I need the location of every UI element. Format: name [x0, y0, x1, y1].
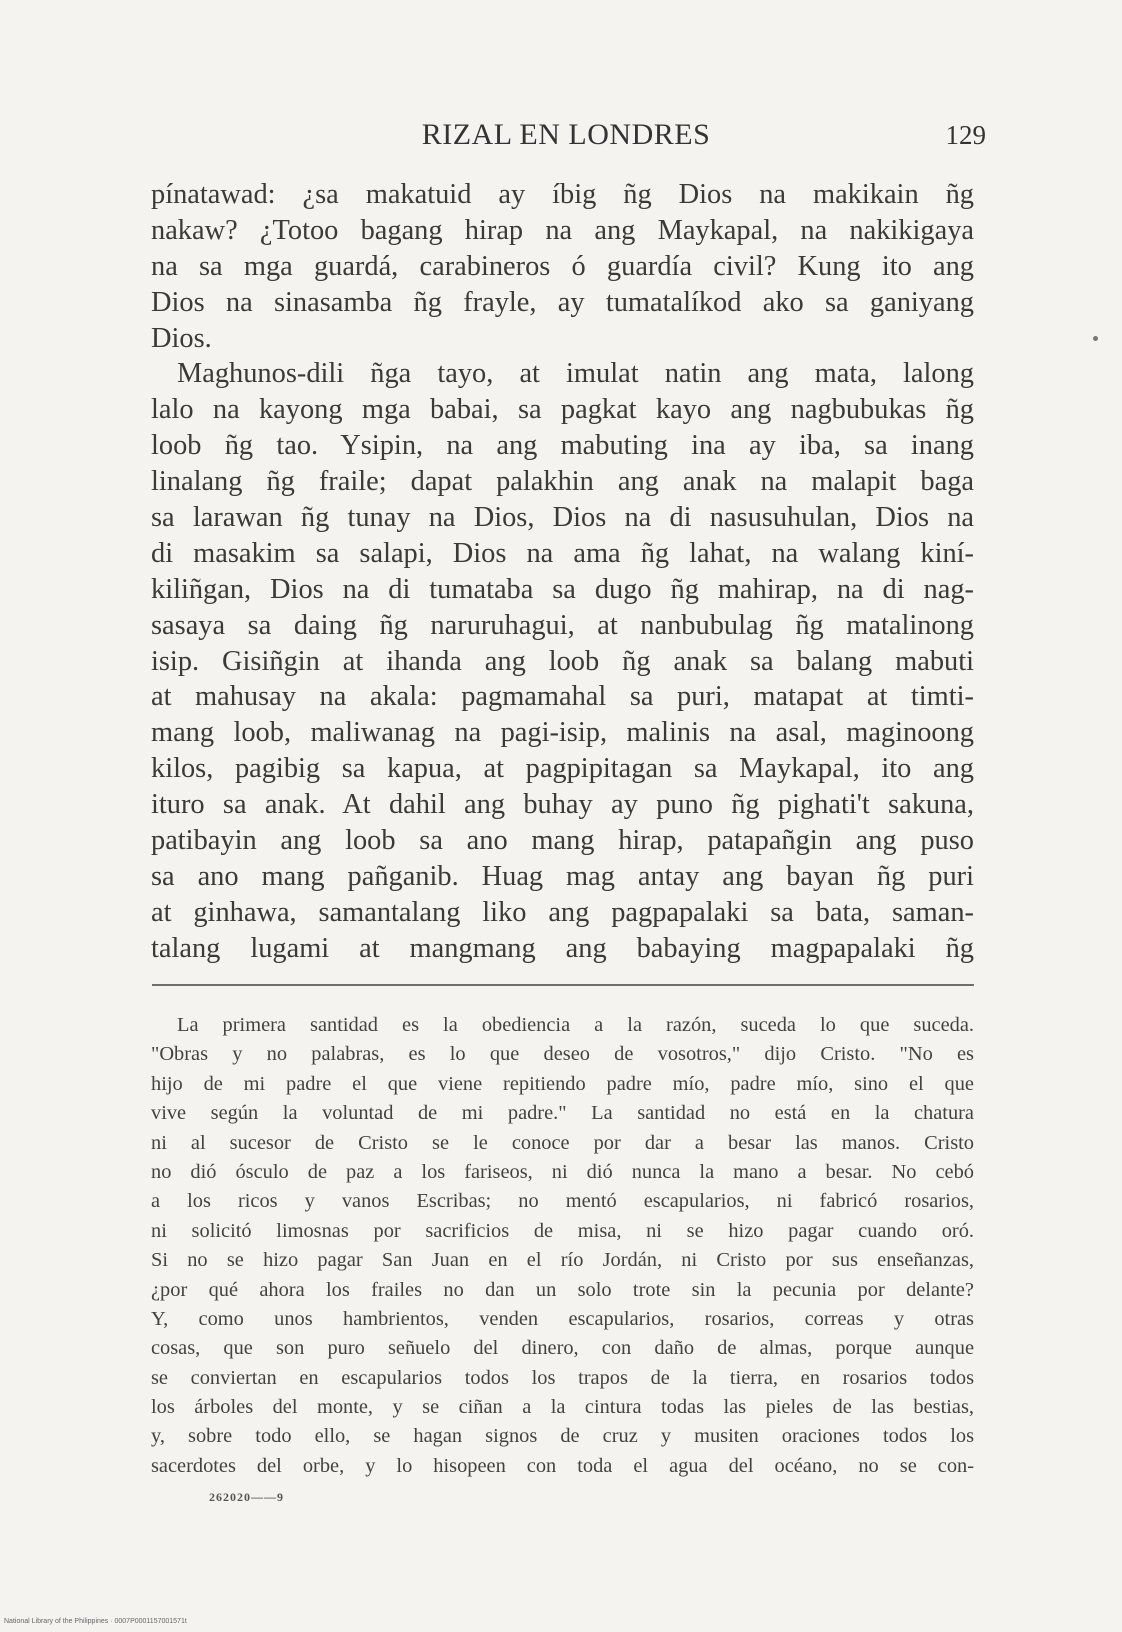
body-line: nakaw? ¿Totoo bagang hirap na ang Maykapal, na nakikigaya	[151, 214, 974, 246]
body-line: patibayin ang loob sa ano mang hirap, patapañgin ang puso	[151, 825, 974, 857]
footnote-line: y, sobre todo ello, se hagan signos de cruz y musiten oraciones todos los	[151, 1425, 974, 1448]
footnote-line: vive según la voluntad de mi padre." La santidad no está en la chatura	[151, 1102, 974, 1125]
body-line: Maghunos-dili ñga tayo, at imulat natin ang mata, lalong	[177, 358, 974, 390]
body-line: Dios.	[151, 322, 212, 354]
body-line: sasaya sa daing ñg naruruhagui, at nanbubulag ñg matalinong	[151, 609, 974, 641]
body-line: loob ñg tao. Ysipin, na ang mabuting ina ay iba, sa inang	[151, 430, 974, 462]
body-line: talang lugami at mangmang ang babaying magpapalaki ñg	[151, 932, 974, 964]
footnote-line: ni solicitó limosnas por sacrificios de misa, ni se hizo pagar cuando oró.	[151, 1219, 974, 1242]
footnote-line: se conviertan en escapularios todos los trapos de la tierra, en rosarios todos	[151, 1366, 974, 1389]
page-header	[146, 118, 986, 158]
body-line: kiliñgan, Dios na di tumataba sa dugo ñg mahirap, na di nag-	[151, 573, 974, 605]
footnote-line: ni al sucesor de Cristo se le conoce por dar a besar las manos. Cristo	[151, 1131, 974, 1154]
body-line: ituro sa anak. At dahil ang buhay ay puno ñg pighati't sakuna,	[151, 789, 974, 821]
page-number: 129	[945, 120, 986, 150]
footnote-line: no dió ósculo de paz a los fariseos, ni dió nunca la mano a besar. No cebó	[151, 1160, 974, 1183]
footnote-line: a los ricos y vanos Escribas; no mentó escapularios, ni fabricó rosarios,	[151, 1190, 974, 1213]
footnote-divider	[152, 984, 974, 986]
body-line: mang loob, maliwanag na pagi-isip, malinis na asal, maginoong	[151, 717, 974, 749]
body-line: pínatawad: ¿sa makatuid ay íbig ñg Dios na makikain ñg	[151, 179, 974, 210]
footnote-line: Y, como unos hambrientos, venden escapularios, rosarios, correas y otras	[151, 1307, 974, 1330]
body-line: linalang ñg fraile; dapat palakhin ang anak na malapit baga	[151, 466, 974, 498]
signature-mark: 262020——9	[209, 1490, 284, 1504]
body-line: sa larawan ñg tunay na Dios, Dios na di nasusuhulan, Dios na	[151, 502, 974, 534]
body-line: na sa mga guardá, carabineros ó guardía civil? Kung ito ang	[151, 250, 974, 282]
footnote-line: cosas, que son puro señuelo del dinero, con daño de almas, porque aunque	[151, 1337, 974, 1360]
body-text	[151, 177, 974, 967]
footnote-line: Si no se hizo pagar San Juan en el río Jordán, ni Cristo por sus enseñanzas,	[151, 1249, 974, 1272]
running-head: RIZAL EN LONDRES	[421, 118, 711, 151]
margin-speck	[1093, 336, 1098, 341]
body-line: kilos, pagibig sa kapua, at pagpipitagan sa Maykapal, ito ang	[151, 753, 974, 785]
body-line: lalo na kayong mga babai, sa pagkat kayo ang nagbubukas ñg	[151, 394, 974, 426]
body-line: at ginhawa, samantalang liko ang pagpapalaki sa bata, saman-	[151, 896, 974, 928]
library-credit: National Library of the Philippines · 0007P0001157001571t	[4, 1618, 187, 1625]
footnote-line: sacerdotes del orbe, y lo hisopeen con toda el agua del océano, no se con-	[151, 1454, 974, 1477]
footnote-line: los árboles del monte, y se ciñan a la cintura todas las pieles de las bestias,	[151, 1396, 974, 1419]
footnote-line: hijo de mi padre el que viene repitiendo padre mío, padre mío, sino el que	[151, 1072, 974, 1095]
body-line: sa ano mang pañganib. Huag mag antay ang bayan ñg puri	[151, 860, 974, 892]
body-line: di masakim sa salapi, Dios na ama ñg lahat, na walang kiní-	[151, 537, 974, 569]
body-line: at mahusay na akala: pagmamahal sa puri, matapat at timti-	[151, 681, 974, 713]
footnote-line: ¿por qué ahora los frailes no dan un solo trote sin la pecunia por delante?	[151, 1278, 974, 1301]
footnote-line: "Obras y no palabras, es lo que deseo de vosotros," dijo Cristo. "No es	[151, 1043, 974, 1066]
footnote-line: La primera santidad es la obediencia a la razón, suceda lo que suceda.	[177, 1014, 974, 1036]
body-line: isip. Gisiñgin at ihanda ang loob ñg anak sa balang mabuti	[151, 645, 974, 677]
footnote	[151, 1011, 974, 1481]
body-line: Dios na sinasamba ñg frayle, ay tumatalíkod ako sa ganiyang	[151, 286, 974, 318]
